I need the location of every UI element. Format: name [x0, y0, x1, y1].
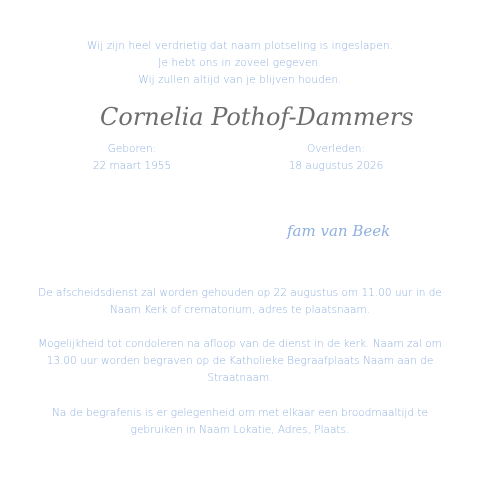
born-label: Geboren: — [107, 143, 157, 155]
paragraph-line: Na de begrafenis is er gelegenheid om met elkaar een broodmaaltijd te — [52, 407, 428, 419]
paragraph-line: De afscheidsdienst zal worden gehouden op 22 augustus om 11.00 uur in de — [38, 287, 442, 299]
death-block — [266, 141, 406, 175]
deceased-name: Cornelia Pothof-Dammers — [100, 103, 414, 131]
birth-block — [62, 141, 202, 175]
poem-line: Je hebt ons in zoveel gegeven. — [158, 57, 322, 69]
poem — [0, 38, 480, 89]
born-date: 22 maart 1955 — [92, 160, 172, 172]
service-paragraph — [30, 285, 450, 319]
paragraph-line: gebruiken in Naam Lokatie, Adres, Plaats. — [130, 424, 350, 436]
paragraph-line: Naam Kerk of crematorium, adres te plaatsnaam. — [109, 304, 371, 316]
died-date: 18 augustus 2026 — [288, 160, 384, 172]
condolence-paragraph — [30, 336, 450, 387]
poem-line: Wij zijn heel verdrietig dat naam plotseling is ingeslapen. — [86, 40, 394, 52]
died-label: Overleden: — [307, 143, 365, 155]
poem-line: Wij zullen altijd van je blijven houden. — [138, 74, 342, 86]
family-signature: fam van Beek — [287, 222, 391, 240]
paragraph-line: Mogelijkheid tot condoleren na afloop van de dienst in de kerk. Naam zal om — [38, 338, 442, 350]
paragraph-line: 13.00 uur worden begraven op de Katholieke Begraafplaats Naam aan de — [46, 355, 434, 367]
reception-paragraph — [30, 405, 450, 439]
paragraph-line: Straatnaam. — [207, 372, 273, 384]
